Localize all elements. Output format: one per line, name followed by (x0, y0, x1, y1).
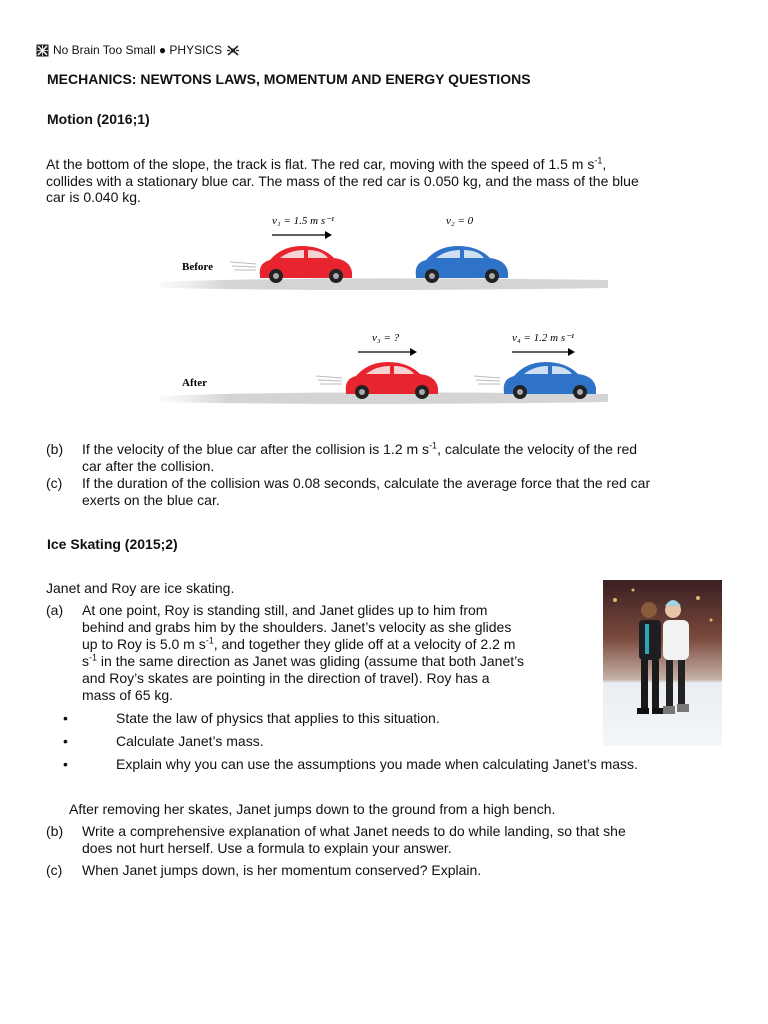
road-after (160, 392, 608, 404)
bullet-dot: • (63, 756, 68, 772)
atom-icon (226, 44, 240, 57)
list-item: State the law of physics that applies to this situation. (116, 710, 440, 726)
red-car-before (260, 246, 352, 283)
page-title: MECHANICS: NEWTONS LAWS, MOMENTUM AND ENERGY QUESTIONS (47, 71, 531, 87)
list-item: Calculate Janet’s mass. (116, 733, 264, 749)
v3-label: v₃ = ? (372, 332, 400, 344)
bullet-dot: • (63, 733, 68, 749)
blue-car-before (416, 246, 508, 283)
v1-label: v₁ = 1.5 m s⁻¹ (272, 215, 335, 227)
question-label: (c) (46, 862, 63, 878)
question-label: (a) (46, 602, 64, 618)
motion-lines (230, 262, 256, 270)
v4-label: v₄ = 1.2 m s⁻¹ (512, 332, 575, 344)
question-label: (c) (46, 475, 63, 491)
logo-icon (36, 44, 49, 57)
bullet-dot: • (63, 710, 68, 726)
intro-line1: At the bottom of the slope, the track is flat. The red car, moving with the speed of 1.5 m s (46, 156, 595, 172)
after-label: After (182, 377, 208, 389)
ice-skaters-photo (603, 580, 722, 746)
collision-figure (160, 208, 612, 414)
blue-car-after (504, 362, 596, 399)
question-label: (b) (46, 823, 64, 839)
before-label: Before (182, 261, 213, 273)
red-car-after (346, 362, 438, 399)
motion-intro: At the bottom of the slope, the track is flat. The red car, moving with the speed of 1.5 m $s^{-1}$, collides with a stationary blue car. The mass of the red car is 0.050 kg, and the mass of the blue car is 0.040 kg. (46, 156, 746, 206)
intro-line3: car is 0.040 kg. (46, 189, 141, 205)
section-heading-ice-skating: Ice Skating (2015;2) (47, 536, 178, 552)
v2-label: v₂ = 0 (446, 215, 474, 227)
list-item: Explain why you can use the assumptions you made when calculating Janet’s mass. (116, 756, 638, 772)
header-text: No Brain Too Small ● PHYSICS (53, 43, 223, 57)
after-skates-text: After removing her skates, Janet jumps down to the ground from a high bench. (69, 801, 556, 817)
page-header (36, 43, 240, 57)
ice-intro: Janet and Roy are ice skating. (46, 580, 235, 596)
road-before (160, 278, 608, 290)
section-heading-motion: Motion (2016;1) (47, 111, 150, 127)
question-label: (b) (46, 441, 64, 457)
intro-line2: collides with a stationary blue car. The mass of the red car is 0.050 kg, and the mass of the blue (46, 172, 639, 189)
